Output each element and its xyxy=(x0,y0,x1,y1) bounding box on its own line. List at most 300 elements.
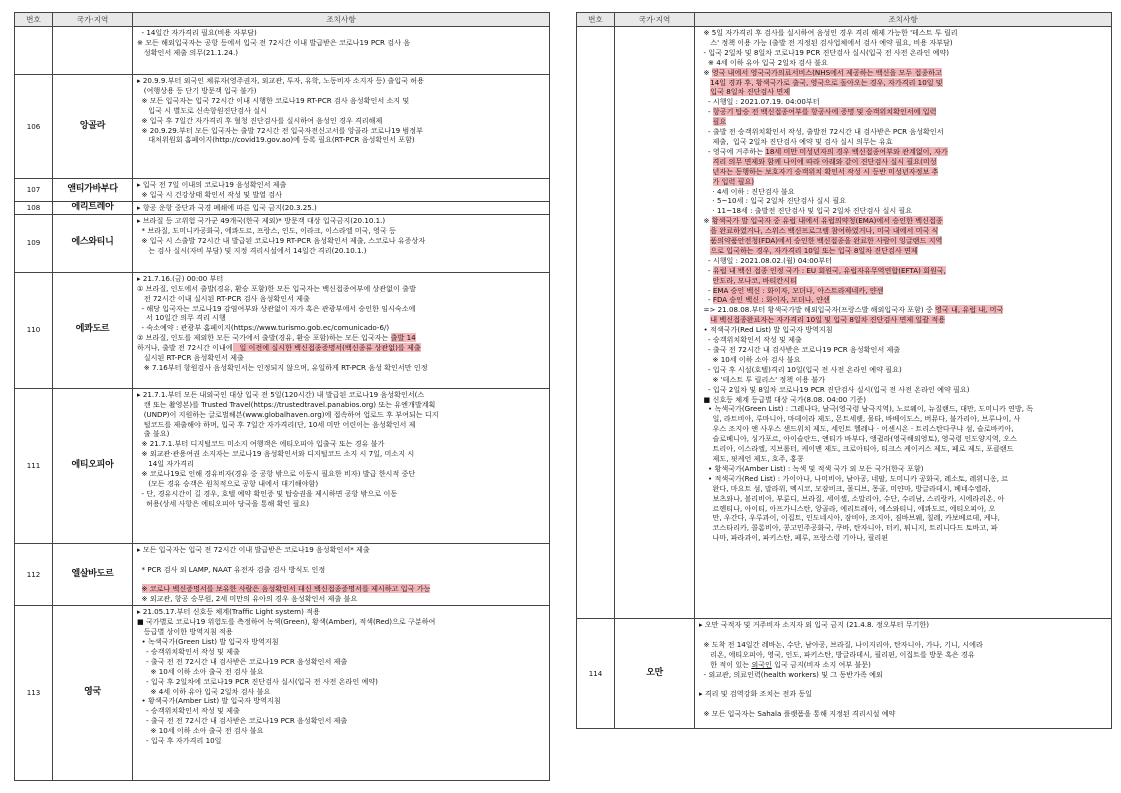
measure-line xyxy=(699,699,1108,709)
measure-detail xyxy=(133,272,550,388)
measure-line xyxy=(699,365,1108,375)
measure-line xyxy=(137,555,546,565)
line-text: - 승객위치확인서 작성 및 제출 xyxy=(137,646,240,656)
measure-line xyxy=(699,97,1108,107)
measure-line xyxy=(699,679,1108,689)
line-text: * 브라질, 도미니카공화국, 에콰도르, 프랑스, 인도, 이라크, 이스라엘 미국, 영국 등 xyxy=(137,225,396,235)
measure-line xyxy=(137,716,546,726)
line-text: - 입국 후 자가격리 10일 xyxy=(137,736,222,746)
measure-line xyxy=(699,315,1108,325)
measure-line xyxy=(137,86,546,96)
line-text: ※ 4세 이하 유아 입국 2일차 검사 불요 xyxy=(137,686,271,696)
country-name: 앤티가바부다 xyxy=(53,179,133,202)
table-row xyxy=(15,27,550,75)
measure-line xyxy=(699,375,1108,385)
measure-detail xyxy=(133,606,550,781)
measure-line xyxy=(137,323,546,333)
underlined-text: 외국인 xyxy=(751,659,772,669)
line-text: 캔 또는 촬영본)를 Trusted Travel(https://trustedtravel.panabios.org) 또는 유엔개발계획 xyxy=(137,399,436,409)
country-name: 엘살바도르 xyxy=(53,543,133,605)
table-row xyxy=(15,179,550,202)
table-body xyxy=(577,27,1112,729)
line-text: - 출발 전 승객위치확인서 작성, 출발전 72시간 내 검사받은 PCR 음성확인서 xyxy=(699,127,944,137)
line-text: 허용(상세 사항은 에티오피아 당국을 통해 확인 필요) xyxy=(137,498,309,508)
measure-line xyxy=(699,48,1108,58)
line-text xyxy=(699,630,701,639)
highlighted-text: 필요 xyxy=(712,117,727,127)
measure-line xyxy=(699,709,1108,719)
line-text: - 출국 전 72시간 내 검사받은 코로나19 PCR 음성확인서 제출 xyxy=(699,345,901,354)
measure-line xyxy=(137,216,546,226)
measure-detail xyxy=(695,619,1112,729)
highlighted-text: 을 완료하였거나, 스위스 백신프로그램 참여하였거나, 미국 내에서 미국 식 xyxy=(710,226,939,236)
measure-line xyxy=(699,305,1108,315)
line-text: · 4세 이하 : 진단검사 불요 xyxy=(699,186,795,196)
measure-line xyxy=(699,246,1108,256)
measure-line xyxy=(699,206,1108,216)
measure-detail xyxy=(133,543,550,605)
table-row xyxy=(15,606,550,781)
measure-line xyxy=(699,78,1108,88)
line-text: • 적색국가(Red List) 발 입국자 방역지침 xyxy=(699,325,833,335)
measure-line xyxy=(137,594,546,604)
measure-line xyxy=(137,190,546,200)
measure-line xyxy=(699,157,1108,167)
measure-line xyxy=(699,117,1108,127)
table-row xyxy=(15,201,550,214)
table-row xyxy=(577,619,1112,729)
measure-line xyxy=(699,345,1108,355)
measure-line xyxy=(137,343,546,353)
measure-line xyxy=(699,434,1108,444)
measure-line xyxy=(137,637,546,647)
line-text: - 출국 전 전 72시간 내 검사받은 코로나19 PCR 음성확인서 제출 xyxy=(137,656,348,666)
line-text: ■ 신호등 체계 등급별 대상 국가(8.08. 04:00 기준) xyxy=(699,394,866,404)
left-page xyxy=(14,12,550,781)
highlighted-text: FDA 승인 백신 : 화이자, 모더나, 얀센 xyxy=(712,295,830,305)
measure-line xyxy=(137,126,546,136)
line-text: ▸ 21.7.16.(금) 00:00 부터 xyxy=(137,273,224,283)
highlighted-text: 영국 내에서 영국국가의료서비스(NHS에서 제공하는 백신을 모두 접종하고 xyxy=(711,67,942,77)
measure-line xyxy=(137,479,546,489)
right-page xyxy=(576,12,1112,729)
measure-detail xyxy=(133,27,550,75)
measures-table-right xyxy=(576,12,1112,729)
line-text: - xyxy=(699,107,713,117)
row-number: 110 xyxy=(15,272,53,388)
header-country: 국가·지역 xyxy=(53,13,133,27)
country-name: 에리트레아 xyxy=(53,201,133,214)
line-text xyxy=(699,157,713,166)
measure-line xyxy=(137,499,546,509)
measure-line xyxy=(137,28,546,38)
row-number: 109 xyxy=(15,214,53,272)
measure-line xyxy=(699,620,1108,630)
header-no: 번호 xyxy=(577,13,615,27)
line-text xyxy=(699,226,710,235)
measure-line xyxy=(137,116,546,126)
measure-line xyxy=(137,313,546,323)
highlighted-text: 18세 미만 미성년자의 경우 백신접종여부와 관계없이, 자가 xyxy=(765,146,948,156)
line-text: ▸ 브라질 등 고위험 국가군 49개국(한국 제외)* 방문객 대상 입국금지(20.10.1.) xyxy=(137,215,386,225)
table-row xyxy=(15,388,550,543)
measure-line xyxy=(137,226,546,236)
line-text: 코스타리카, 콜롬비아, 콩고민주공화국, 쿠바, 탄자니아, 터키, 튀니지, 트리니다드 토바고, 파 xyxy=(699,523,998,533)
line-text xyxy=(137,575,139,584)
line-text: 트리아, 이스라엘, 지브롤터, 케이맨 제도, 크로아티아, 티크스 케이커스 제도, 페로 제도, 포클랜드 xyxy=(699,444,1014,454)
highlighted-text: 격리 의무 면제와 함께 나이에 따라 아래와 같이 진단검사 실시 필요(미성 xyxy=(712,156,937,166)
measure-line xyxy=(699,28,1108,38)
country-name: 에콰도르 xyxy=(53,272,133,388)
line-text: • 적색국가(Red List) : 가이아나, 나미비아, 남아공, 네팔, 도미니카 공화국, 레소토, 레위니옹, 르 xyxy=(699,473,1009,483)
line-text: => 21.08.08.부터 황색국가발 해외입국자(프랑스발 해외입국자 포함) 중 xyxy=(699,305,936,315)
line-text: 제도, 핏케언 제도, 호주, 홍콩 xyxy=(699,453,804,463)
country-name: 에티오피아 xyxy=(53,388,133,543)
measure-line xyxy=(137,459,546,469)
measure-line xyxy=(699,464,1108,474)
row-number: 113 xyxy=(15,606,53,781)
line-text: · 11~18세 : 출발전 진단검사 및 입국 2일차 진단검사 실시 필요 xyxy=(699,206,913,216)
measure-line xyxy=(699,385,1108,395)
highlighted-text: 년자는 동행하는 보호자기 승객위치 확인서 작성 시 등반 미성년자정보 추 xyxy=(712,166,939,176)
highlighted-text: 황색국가 발 입국자 중 유럽 내에서 유럽의약청(EMA)에서 승인한 백신접종 xyxy=(711,216,943,226)
line-text: • 황색국가(Amber List) 발 입국자 방역지침 xyxy=(137,696,281,706)
measure-line xyxy=(137,677,546,687)
measure-line xyxy=(699,137,1108,147)
line-text: ※ 입국 시 건강상태 확인서 작성 및 발열 검사 xyxy=(137,189,282,199)
line-text: 슬로베니아, 싱가포르, 아이슬란드, 앤티가 바부다, 앵귈라(영국해외영토), 영국령 인도양지역, 오스 xyxy=(699,434,1017,444)
measure-detail xyxy=(695,27,1112,619)
measure-line xyxy=(137,429,546,439)
measure-line xyxy=(137,203,546,213)
measure-line xyxy=(137,736,546,746)
table-body xyxy=(15,27,550,781)
measure-line xyxy=(137,575,546,585)
highlighted-text: 출발 14 xyxy=(390,333,416,343)
table-row xyxy=(15,214,550,272)
table-row xyxy=(15,543,550,605)
line-text: ※ 10세 이하 소아 검사 불요 xyxy=(699,354,801,364)
measure-detail xyxy=(133,75,550,179)
highlighted-text: ※ 코로나 백신증명서를 보유한 사람은 음성확인서 대신 백신접종증명서를 제시하고 입국 가능 xyxy=(141,584,431,594)
line-text: ※ 4세 이하 유아 입국 2일차 검사 불요 xyxy=(699,57,828,67)
line-text: - 단, 경유시간이 길 경우, 호텔 예약 확인증 및 탑승권을 제시하면 공항 밖으로 이동 xyxy=(137,488,398,498)
measure-line xyxy=(137,696,546,706)
line-text xyxy=(699,246,710,255)
measure-line xyxy=(137,106,546,116)
measure-line xyxy=(699,68,1108,78)
line-text: 나마, 파라과이, 파키스탄, 페루, 프랑스령 기아나, 필리핀 xyxy=(699,533,889,543)
measure-line xyxy=(699,236,1108,246)
country-name: 영국 xyxy=(53,606,133,781)
line-text: 서 10일간 의무 격리 시행 xyxy=(137,313,226,323)
line-text: ■ 국가별로 코로나19 위험도를 측정하여 녹색(Green), 황색(Amber), 적색(Red)으로 구분하여 xyxy=(137,617,436,627)
measure-line xyxy=(137,726,546,736)
line-text: - 시행일 : 2021.08.02.(월) 04:00부터 xyxy=(699,255,832,265)
measure-line xyxy=(137,284,546,294)
measure-line xyxy=(699,147,1108,157)
table-row xyxy=(15,272,550,388)
table-row xyxy=(577,27,1112,619)
measure-line xyxy=(699,127,1108,137)
line-text: 등급별 상이한 방역지침 적용 xyxy=(137,627,233,637)
highlighted-text: 내 백신접종완료자는 자가격리 10일 및 입국 8일차 진단검사 면제 일괄 적용 xyxy=(710,315,946,325)
line-text: ※ 20.9.29.부터 모든 입국자는 출발 72시간 전 입국자전신고서를 앙골라 코로나19 범정부 xyxy=(137,125,423,135)
row-number xyxy=(577,27,615,619)
line-text: (UNDP)이 지원하는 글로벌헤븐(www.globalhaven.org)에 접속하여 업로드 후 부여되는 디지 xyxy=(137,409,439,419)
header-no: 번호 xyxy=(15,13,53,27)
measure-line xyxy=(137,449,546,459)
row-number: 106 xyxy=(15,75,53,179)
line-text: - 입국 후 2일차에 코로나19 PCR 진단검사 실시(입국 전 사전 온라인 예약) xyxy=(137,676,378,686)
line-text: ※ 5일 자가격리 후 검사를 실시하여 음성인 경우 격리 해제 가능한 '테스트 투 릴리 xyxy=(699,28,958,37)
measure-line xyxy=(699,276,1108,286)
line-text: 르헨티나, 아이티, 아프가니스탄, 앙골라, 에리트레아, 에스와티니, 에콰도르, 에티오피아, 오 xyxy=(699,503,996,513)
line-text: ※ '테스트 투 릴리스' 정책 이용 불가 xyxy=(699,374,825,384)
measure-line xyxy=(699,494,1108,504)
measure-line xyxy=(699,444,1108,454)
line-text xyxy=(137,584,142,593)
line-text xyxy=(699,78,710,87)
line-text xyxy=(699,117,713,126)
measure-line xyxy=(137,353,546,363)
line-text: ② 브라질, 인도를 제외한 모든 국가에서 출발(경유, 환승 포함)하는 모든 입국자는 xyxy=(137,333,391,343)
measure-line xyxy=(699,187,1108,197)
line-text: ▸ 오만 국적자 및 거주비자 소지자 외 입국 금지 (21.4.8. 정오부터 무기한) xyxy=(699,620,930,629)
measure-line xyxy=(699,58,1108,68)
measure-line xyxy=(137,135,546,145)
measure-line xyxy=(137,607,546,617)
highlighted-text: 일 이전에 실시한 백신접종증명서(백신종류 상관없)를 제출 xyxy=(232,343,421,353)
line-text xyxy=(137,555,139,564)
measure-line xyxy=(699,256,1108,266)
measure-line xyxy=(137,48,546,58)
line-text: ▸ 21.05.17.부터 신호등 체계(Traffic Light system) 적용 xyxy=(137,607,320,617)
country-name: 앙골라 xyxy=(53,75,133,179)
line-text: 스' 정책 이용 가능 (출발 전 지정된 검사업체에서 검사 예약 필요, 비용 자부담) xyxy=(699,37,953,47)
line-text: ※ 입국 후 7일간 자가격리 후 혈청 진단검사를 실시하여 음성인 경우 격리해제 xyxy=(137,115,383,125)
measure-line xyxy=(699,660,1108,670)
line-text: 일, 라트비아, 루마니아, 마데이라 제도, 몬트세랫, 몰타, 바베이도스, 버뮤다, 불가리아, 브루나이, 사 xyxy=(699,414,1021,424)
line-text: ▸ 격리 및 검역강화 조치는 전과 동일 xyxy=(699,689,813,699)
measure-line xyxy=(137,439,546,449)
measure-line xyxy=(699,484,1108,494)
line-text xyxy=(699,236,710,245)
measure-line xyxy=(137,687,546,697)
line-text: - 승객위치확인서 작성 및 제출 xyxy=(699,335,802,345)
line-text: 하거나, 출발 전 72시간 이내에 xyxy=(137,343,233,353)
measure-line xyxy=(699,689,1108,699)
highlighted-text: 14일 경과 후, 황색국가로 출국, 영국으로 돌아오는 경우, 자가격리 10일 및 xyxy=(710,77,943,87)
line-text: ※ 모든 해외입국자는 공항 등에서 입국 전 72시간 이내 발급받은 코로나19 PCR 검사 음 xyxy=(137,37,411,47)
row-number: 112 xyxy=(15,543,53,605)
measure-line xyxy=(699,38,1108,48)
line-text: 실시된 RT-PCR 음성확인서 제출 xyxy=(137,353,244,363)
measure-line xyxy=(137,38,546,48)
measure-line xyxy=(699,670,1108,680)
country-name xyxy=(615,27,695,619)
measure-line xyxy=(137,76,546,86)
measure-line xyxy=(137,96,546,106)
measure-line xyxy=(699,167,1108,177)
line-text xyxy=(699,87,710,96)
measure-line xyxy=(699,335,1108,345)
measure-line xyxy=(137,545,546,555)
measure-line xyxy=(137,647,546,657)
line-text xyxy=(699,167,713,176)
measure-line xyxy=(699,404,1108,414)
measure-line xyxy=(699,523,1108,533)
line-text: ▸ 20.9.9.부터 외국인 체류자(영주권자, 외교관, 투자, 유학, 노동비자 소지자 등) 출입국 허용 xyxy=(137,76,425,85)
measure-line xyxy=(699,266,1108,276)
measure-line xyxy=(699,87,1108,97)
measure-line xyxy=(699,504,1108,514)
highlighted-text: 항공기 탑승 전 백신접종여부를 항공사에 증명 및 승객위치확인서에 입력 xyxy=(712,107,937,117)
highlighted-text: 유럽 내 백신 접종 인정 국가 : EU 회원국, 유럽자유무역연합(EFTA) 회원국, xyxy=(712,265,946,275)
measure-line xyxy=(699,650,1108,660)
measure-line xyxy=(699,107,1108,117)
country-name: 에스와티니 xyxy=(53,214,133,272)
line-text xyxy=(699,177,713,186)
line-text: - 외교관, 의료인력(health workers) 및 그 동반가족 예외 xyxy=(699,669,883,679)
measures-table-left xyxy=(14,12,550,781)
line-text: • 녹색국가(Green List) 발 입국자 방역지침 xyxy=(137,636,279,646)
line-text: ▸ 21.7.1.부터 모든 내외국인 대상 입국 전 5일(120시간) 내 발급된 코로나19 음성확인서(스 xyxy=(137,389,425,399)
line-text xyxy=(699,315,710,324)
measure-line xyxy=(137,246,546,256)
measure-line xyxy=(699,513,1108,523)
line-text: - 시행일 : 2021.07.19. 04:00부터 xyxy=(699,97,820,107)
measure-detail xyxy=(133,201,550,214)
measure-line xyxy=(137,584,546,594)
line-text: ※ xyxy=(699,216,712,226)
line-text: ※ 코로나19로 인해 경유비자(경유 중 공항 밖으로 이동시 필요한 비자) 발급 한시적 중단 xyxy=(137,469,416,479)
measure-line xyxy=(137,274,546,284)
line-text: ※ xyxy=(699,67,712,77)
line-text: * PCR 검사 외 LAMP, NAAT 유전자 검출 검사 방식도 인정 xyxy=(137,564,326,574)
line-text: 출 불요) xyxy=(137,429,170,439)
measure-detail xyxy=(133,214,550,272)
line-text: ※ 외교관·관용여권 소지자는 코로나19 음성확인서와 디지털코드 소지 시 7일, 미소지 시 xyxy=(137,449,415,459)
measure-line xyxy=(699,533,1108,543)
measure-line xyxy=(699,424,1108,434)
measure-line xyxy=(137,657,546,667)
highlighted-text: 품의약품안전청(FDA)에서 승인한 백신접종을 완료한 사람이 잉글랜드 지역 xyxy=(710,236,943,246)
measure-line xyxy=(699,325,1108,335)
table-header xyxy=(577,13,1112,27)
line-text: 14일 자가격리 xyxy=(137,459,194,469)
row-number: 114 xyxy=(577,619,615,729)
measure-line xyxy=(699,226,1108,236)
measure-line xyxy=(137,565,546,575)
line-text: - 입국 2일차 및 8일차 코로나19 PCR 진단검사 실시(입국 전 사전 온라인 예약) xyxy=(699,47,950,57)
line-text: 제출, 입국 2일차 진단검사 예약 및 검사 실시 의무는 유효 xyxy=(699,136,893,146)
line-text xyxy=(699,679,701,688)
line-text: (모든 경유 승객은 원칙적으로 공항 내에서 대기해야함) xyxy=(137,478,319,488)
header-measure: 조치사항 xyxy=(695,13,1112,27)
highlighted-text: 입국 8일차 진단검사 면제 xyxy=(710,87,791,97)
measure-line xyxy=(699,177,1108,187)
line-text: 전 72시간 이내 실시된 RT-PCR 검사 음성확인서 제출 xyxy=(137,293,310,303)
line-text xyxy=(699,276,713,285)
line-text: - 승객위치확인서 작성 및 제출 xyxy=(137,706,240,716)
line-text: - xyxy=(699,265,713,275)
line-text: - 입국 후 시설(호텔)격리 10일(입국 전 사전 온라인 예약 필요) xyxy=(699,364,902,374)
measure-line xyxy=(699,454,1108,464)
line-text: ※ 7.16부터 항원검사 음성확인서는 인정되지 않으며, 유일하게 RT-PCR 음성 확인서만 인정 xyxy=(137,362,428,372)
line-text: ▸ 항공 운항 중단과 국경 폐쇄에 따른 입국 금지(20.3.25.) xyxy=(137,202,317,212)
line-text: 완다, 마요트 섬, 말라위, 멕시코, 모잠비크, 몰디브, 몽골, 미얀마, 방글라데시, 베네수엘라, xyxy=(699,483,991,493)
line-text: (여행상용 등 단기 방문객 입국 불가) xyxy=(137,85,257,95)
row-number: 107 xyxy=(15,179,53,202)
measure-line xyxy=(699,395,1108,405)
line-text: - 14일간 자가격리 필요(비용 자부담) xyxy=(137,28,257,37)
line-text: 한 적이 있는 xyxy=(699,659,752,669)
line-text: 털코드를 제출해야 하며, 입국 후 7일간 자가격리(단, 10세 미만 어린이는 음성확인서 제 xyxy=(137,419,416,429)
measure-line xyxy=(137,469,546,479)
header-measure: 조치사항 xyxy=(133,13,550,27)
line-text: ※ 10세 이하 소아 출국 전 검사 불요 xyxy=(137,726,264,736)
line-text: 대처위원회 홈페이지(http://covid19.gov.ao)에 등록 필요(RT-PCR 음성확인서 포함) xyxy=(137,135,415,145)
line-text: 입국 시 별도로 신속항원진단검사 실시 xyxy=(137,105,267,115)
highlighted-text: 영국 내, 유럽 내, 미국 xyxy=(935,305,1004,315)
row-number xyxy=(15,27,53,75)
measure-detail xyxy=(133,179,550,202)
line-text: ① 브라질, 인도에서 출발(경유, 환승 포함)한 모든 입국자는 백신접종여부에 상관없이 출발 xyxy=(137,283,416,293)
line-text: ▸ 모든 입국자는 입국 전 72시간 이내 발급받은 코로나19 음성확인서* 제출 xyxy=(137,544,370,554)
line-text: ※ 21.7.1.부터 디지털코드 미소지 여행객은 에티오피아 입출국 또는 경유 불가 xyxy=(137,439,385,449)
line-text: 리온, 에티오피아, 영국, 인도, 파키스탄, 방글라데시, 필리핀, 이집트를 방문 혹은 경유 xyxy=(699,649,975,659)
highlighted-text: 으로 입국하는 경우, 자가격리 10일 또는 입국 8일차 진단검사 면제 xyxy=(710,245,918,255)
measure-detail xyxy=(133,388,550,543)
line-text: - xyxy=(699,295,713,305)
measure-line xyxy=(137,410,546,420)
measure-line xyxy=(699,640,1108,650)
measure-line xyxy=(699,414,1108,424)
line-text: ▸ 입국 전 7일 이내의 코로나19 음성확인서 제출 xyxy=(137,180,287,189)
measure-line xyxy=(699,216,1108,226)
measure-line xyxy=(137,294,546,304)
line-text: ※ 도착 전 14일간 레바논, 수단, 남아공, 브라질, 나이지리아, 탄자니아, 가나, 기니, 시에라 xyxy=(699,639,983,649)
measure-line xyxy=(137,627,546,637)
line-text: - 해당 입국자는 코로나19 감염여부와 상관없이 자가 혹은 관광부에서 승인한 임시숙소에 xyxy=(137,303,416,313)
measure-line xyxy=(699,630,1108,640)
line-text: ※ 입국 시 스출발 72시간 내 발급된 코로나19 RT-PCR 음성확인서 제출, 스코로나 유증상자 xyxy=(137,235,426,245)
line-text: 는 검사 실시(자비 부담) 및 지정 격리시설에서 14일간 격리(20.10.1.) xyxy=(137,245,367,255)
measure-line xyxy=(137,706,546,716)
measure-line xyxy=(137,617,546,627)
line-text: ※ 모든 입국자는 입국 72시간 이내 시행한 코로나19 RT-PCR 검사 음성확인서 소지 및 xyxy=(137,95,410,105)
line-text: - 영국에 거주하는 xyxy=(699,146,766,156)
measure-line xyxy=(699,295,1108,305)
measure-line xyxy=(137,400,546,410)
row-number: 111 xyxy=(15,388,53,543)
measure-line xyxy=(699,355,1108,365)
line-text: ※ 모든 입국자는 Sahala 플랫폼을 통해 지정된 격리시설 예약 xyxy=(699,709,896,719)
row-number: 108 xyxy=(15,201,53,214)
country-name: 오만 xyxy=(615,619,695,729)
measure-line xyxy=(137,420,546,430)
table-header xyxy=(15,13,550,27)
line-text: - 입국 2일차 및 8일차 코로나19 PCR 진단검사 실시(입국 전 사전 온라인 예약 필요) xyxy=(699,384,970,394)
highlighted-text: 안도라, 모나코, 바티칸시티 xyxy=(712,275,797,285)
measure-line xyxy=(137,236,546,246)
header-country: 국가·지역 xyxy=(615,13,695,27)
line-text: - 출국 전 전 72시간 내 검사받은 코로나19 PCR 음성확인서 제출 xyxy=(137,716,348,726)
measure-line xyxy=(699,196,1108,206)
measure-line xyxy=(137,304,546,314)
measure-line xyxy=(137,333,546,343)
